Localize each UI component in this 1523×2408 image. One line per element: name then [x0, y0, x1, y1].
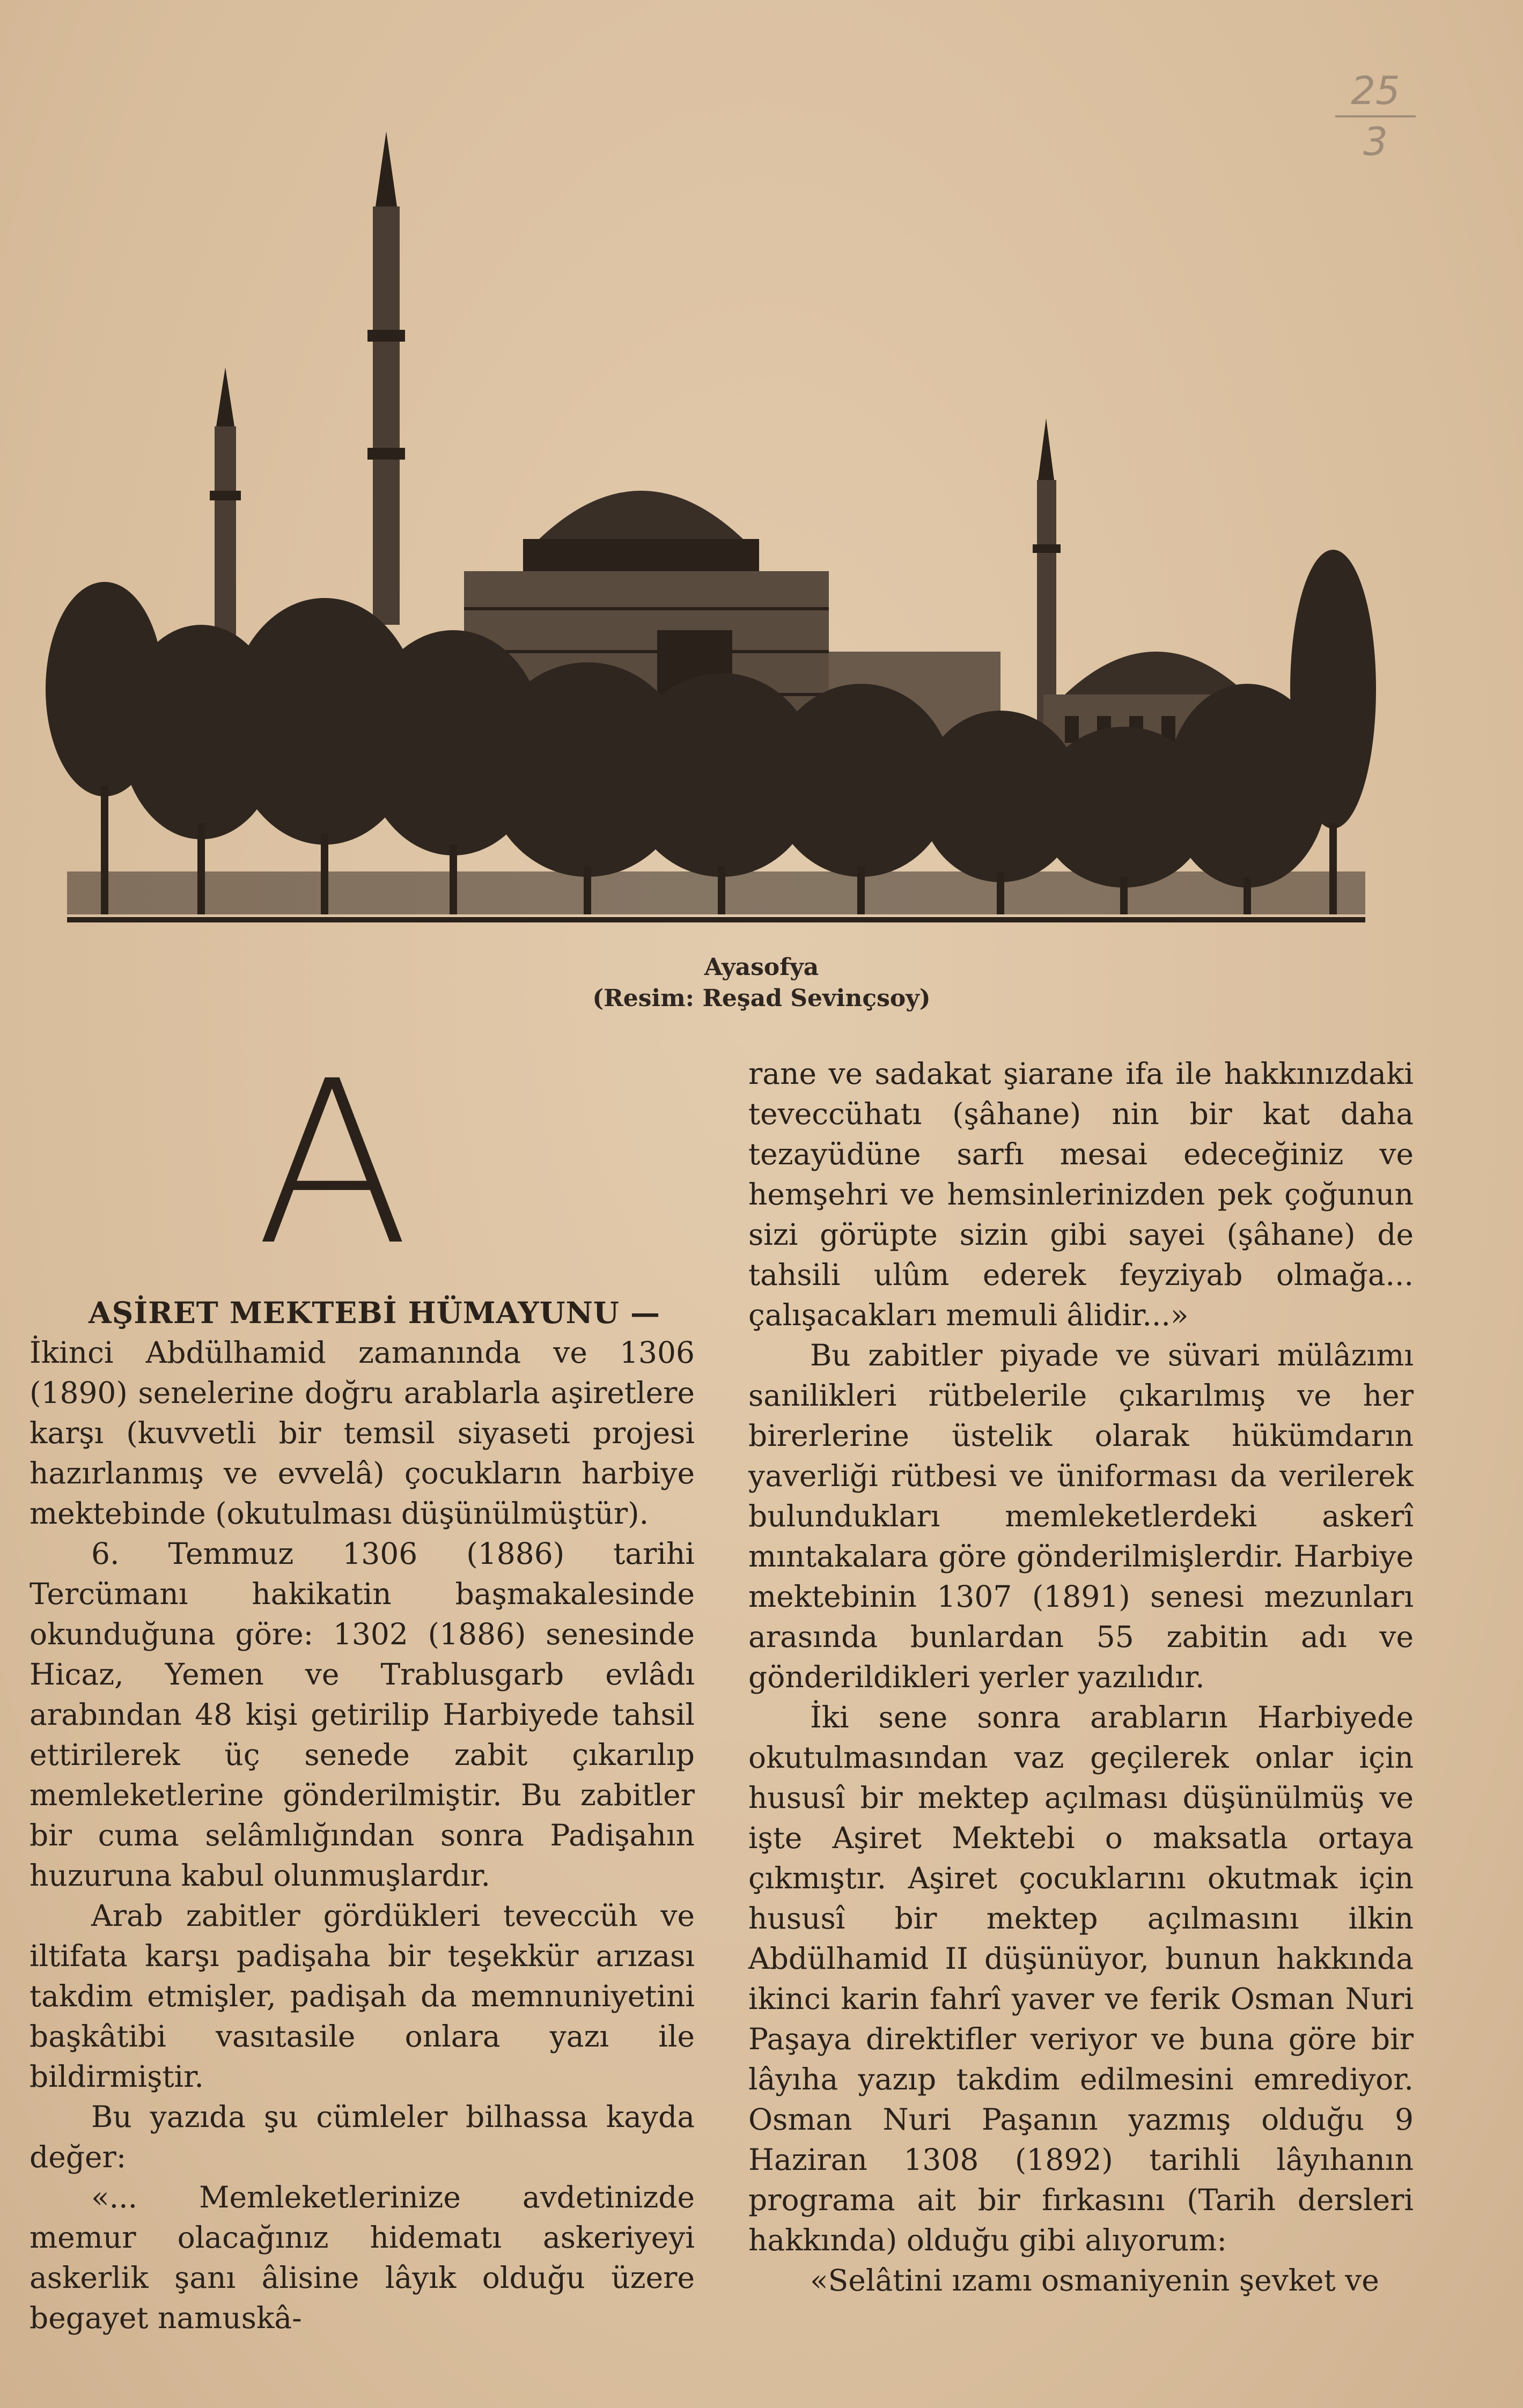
- left-paragraph-5: «... Memleketlerinize avdetinizde memur olacağınız hidematı askeriyeyi askerlik şanı âlisine lâyık olduğu üzere begayet namuskâ-: [30, 2180, 695, 2335]
- right-paragraph-4: «Selâtini ızamı osmaniyenin şevket ve: [810, 2263, 1379, 2298]
- right-column: [748, 1054, 1414, 2301]
- right-paragraph-2: Bu zabitler piyade ve süvari mülâzımı sanilikleri rütbelerile çıkarılmış ve her birerlerine üstelik olarak hükümdarın yaverliği rütbesi ve üniforması da verilerek bulundukları memleketlerdeki askerî mıntakalara göre gönderilmişlerdir. Harbiye mektebinin 1307 (1891) senesi mezunları arasında bunlardan 55 zabitin adı ve gönderildikleri yerler yazılıdır.: [748, 1338, 1414, 1694]
- left-paragraph-4: Bu yazıda şu cümleler bilhassa kayda değer:: [30, 2100, 695, 2174]
- left-paragraph-3: Arab zabitler gördükleri teveccüh ve iltifata karşı padişaha bir teşekkür arızası takdim etmişler, padişah da memnuniyetini başkâtibi vasıtasile onlara yazı ile bildirmiştir.: [30, 1899, 695, 2094]
- figure-caption: [0, 952, 1523, 1014]
- caption-credit: (Resim: Reşad Sevinçsoy): [592, 985, 931, 1012]
- right-paragraph-1: rane ve sadakat şiarane ifa ile hakkınızdaki teveccühatı (şâhane) nin bir kat daha tezayüdüne sarfı mesai edeceğiniz ve hemşehri ve hemsinlerinizden pek çoğunun sizi görüpte sizin gibi sayei (şâhane) de tahsili ulûm ederek feyziyab olmağa... çalışacakları memuli âlidir...»: [748, 1057, 1414, 1332]
- note-divider: [1335, 115, 1416, 117]
- left-paragraph-2: 6. Temmuz 1306 (1886) tarihi Tercümanı hakikatin başmakalesinde okunduğuna göre: 1302 (1886) senesinde Hicaz, Yemen ve Trablusgarb evlâdı arabından 48 kişi getirilip Harbiyede tahsil ettirilerek üç senede zabit çıkarılıp memleketlerine gönderilmiştir. Bu zabitler bir cuma selâmlığından sonra Padişahın huzuruna kabul olunmuşlardır.: [30, 1537, 695, 1893]
- note-top: 25: [1351, 68, 1400, 113]
- right-paragraph-3: İki sene sonra arabların Harbiyede okutulmasından vaz geçilerek onlar için hususî bir mektep açılması düşünülmüş ve işte Aşiret Mektebi o maksatla ortaya çıkmıştır. Aşiret çocuklarını okutmak için hususî bir mektep açılmasını ilkin Abdülhamid II düşünüyor, bunun hakkında ikinci karin fahrî yaver ve ferik Osman Nuri Paşaya direktifler veriyor ve buna göre bir lâyıha yazıp takdim edilmesini emrediyor. Osman Nuri Paşanın yazmış olduğu 9 Haziran 1308 (1892) tarihli lâyıhanın programa ait bir fırkasını (Tarih dersleri hakkında) olduğu gibi alıyorum:: [748, 1700, 1414, 2257]
- caption-title: Ayasofya: [704, 954, 819, 981]
- section-heading: AŞİRET MEKTEBİ HÜMAYUNU —: [89, 1295, 660, 1330]
- dropcap-text: A: [255, 1065, 410, 1258]
- note-bottom: 3: [1363, 119, 1388, 165]
- hagia-sophia-drawing-icon: [24, 126, 1379, 936]
- left-column: [30, 1292, 695, 2338]
- left-paragraph-1: İkinci Abdülhamid zamanında ve 1306 (1890) senelerine doğru arablarla aşiretlere karşı (kuvvetli bir temsil siyaseti projesi hazırlanmış ve evvelâ) çocukların harbiye mektebinde (okutulması düşünülmüştür).: [30, 1335, 695, 1531]
- dropcap-letter: [236, 1065, 429, 1258]
